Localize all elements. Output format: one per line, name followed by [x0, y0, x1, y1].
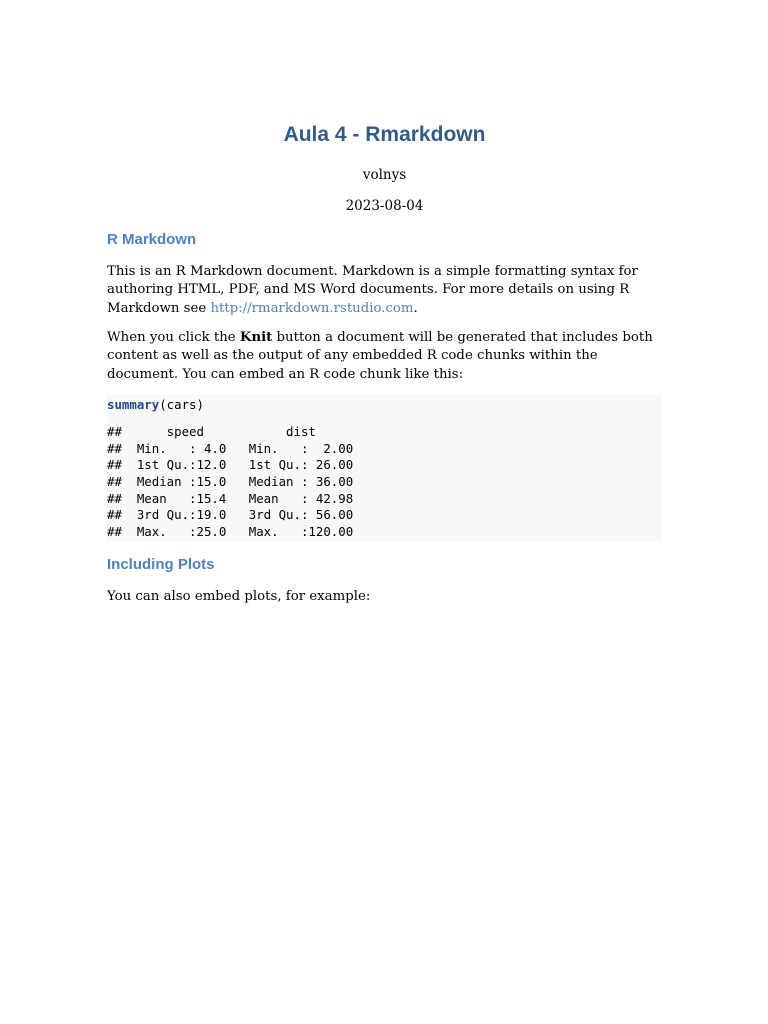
code-output-line: ## Mean :15.4 Mean : 42.98	[107, 490, 369, 506]
knit-keyword: Knit	[239, 330, 273, 345]
code-function-args: (cars)	[159, 397, 204, 412]
section-heading-including-plots: Including Plots	[107, 556, 215, 573]
paragraph-knit-start: When you click the	[107, 330, 240, 345]
code-output-line: ## 3rd Qu.:19.0 3rd Qu.: 56.00	[107, 507, 369, 523]
code-output-line: ## 1st Qu.:12.0 1st Qu.: 26.00	[107, 457, 369, 473]
code-function-name: summary	[107, 397, 160, 412]
paragraph-intro-end: .	[413, 300, 418, 316]
paragraph-knit	[107, 329, 662, 384]
code-output-line: ## Min. : 4.0 Min. : 2.00	[107, 440, 369, 456]
paragraph-knit-end: button a document will be generated that includes both content as well as the output of any embedded R code chunks within the document. You can embed an R code chunk like this:	[107, 330, 653, 382]
paragraph-intro	[107, 263, 662, 318]
code-chunk	[107, 395, 662, 541]
code-input-line	[107, 397, 204, 412]
rmarkdown-link[interactable]: http://rmarkdown.rstudio.com	[210, 300, 414, 316]
paragraph-plots: You can also embed plots, for example:	[107, 589, 371, 604]
document-author: volnys	[362, 167, 407, 183]
document-date: 2023-08-04	[345, 198, 424, 214]
code-output-line: ## Median :15.0 Median : 36.00	[107, 474, 369, 490]
document-title: Aula 4 - Rmarkdown	[283, 123, 486, 146]
code-output-line: ## Max. :25.0 Max. :120.00	[107, 524, 369, 540]
section-heading-r-markdown: R Markdown	[107, 231, 197, 248]
code-output-line: ## speed dist	[107, 424, 369, 439]
code-output	[107, 424, 368, 541]
paragraph-intro-text: This is an R Markdown document. Markdown is a simple formatting syntax for authoring HTML, PDF, and MS Word documents. For more details on using R Markdown see	[107, 264, 638, 316]
